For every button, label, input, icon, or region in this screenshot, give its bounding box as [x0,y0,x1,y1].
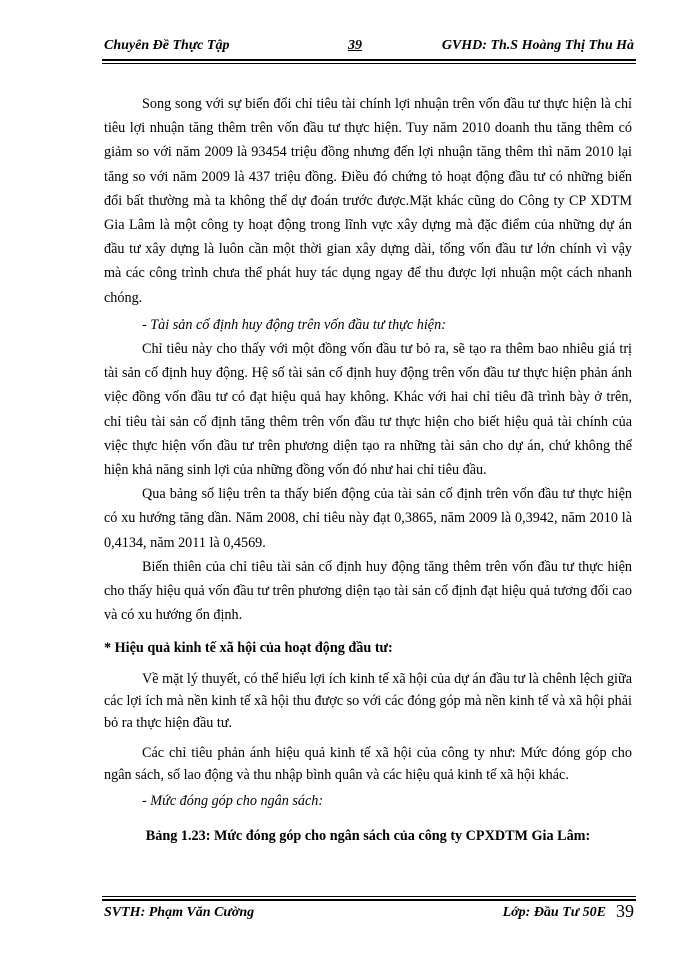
footer-student: SVTH: Phạm Văn Cường [104,905,255,920]
section-heading-socioeconomic: * Hiệu quả kinh tế xã hội của hoạt động đầu tư: [104,640,393,657]
paragraph-profit-increase: Song song với sự biến đổi chỉ tiêu tài chính lợi nhuận trên vốn đầu tư thực hiện là chỉ tiêu lợi nhuận tăng thêm trên vốn đầu tư thực hiện. Tuy năm 2010 doanh thu tăng thêm có giảm so với năm 2009 là 93454 triệu đồng nhưng đến lợi nhuận tăng thêm thì năm 2010 lại tăng so với năm 2009 là 437 triệu đồng. Điều đó chứng tỏ hoạt động đầu tư có những biến đổi bất thường mà ta không thể dự đoán trước được.Mặt khác cũng do Công ty CP XDTM Gia Lâm là một công ty hoạt động trong lĩnh vực xây dựng mà đặc điểm của những dự án đầu tư xây dựng là luôn cần một thời gian xây dựng dài, tổng vốn đầu tư lớn chính vì vậy mà các công trình chưa thể phát huy tác dụng ngay để thu được lợi nhuận một cách nhanh chóng. [104,96,632,306]
header-rule-thick [102,59,636,61]
subheading-budget-contribution: - Mức đóng góp cho ngân sách: [142,793,324,810]
page-footer [104,903,634,923]
header-page-number: 39 [348,38,362,53]
footer-class: Lớp: Đầu Tư 50E [502,905,606,920]
page-header [104,38,634,58]
paragraph-fixed-assets-variation: Biến thiên của chỉ tiêu tài sản cố định huy động tăng thêm trên vốn đầu tư thực hiện cho thấy hiệu quả vốn đầu tư trên phương diện tạo tài sản cố định đạt hiệu quả tương đối cao và có xu hướng ổn định. [104,558,632,624]
header-rule-thin [102,63,636,64]
header-advisor: GVHD: Th.S Hoàng Thị Thu Hà [441,38,634,53]
subheading-fixed-assets: - Tài sản cố định huy động trên vốn đầu tư thực hiện: [142,316,446,333]
page-body [104,92,632,848]
paragraph-fixed-assets-indicator: Chỉ tiêu này cho thấy với một đồng vốn đầu tư bỏ ra, sẽ tạo ra thêm bao nhiêu giá trị tài sản cố định huy động. Hệ số tài sản cố định huy động trên vốn đầu tư thực hiện phản ánh việc đồng vốn đầu tư có đạt hiệu quả hay không. Khác với hai chỉ tiêu đã trình bày ở trên, chỉ tiêu tài sản cố định tăng thêm trên vốn đầu tư thực hiện cho biết hiệu quả tài chính của việc thực hiện vốn đầu tư trên phương diện tạo ra những tài sản cho dự án, chứ không thể hiện khả năng sinh lợi của những đồng vốn đó như hai chỉ tiêu đầu. [104,341,632,479]
footer-page-number: 39 [616,901,634,921]
paragraph-socioeconomic-indicators: Các chỉ tiêu phản ánh hiệu quả kinh tế xã hội của công ty như: Mức đóng góp cho ngân sách, số lao động và thu nhập bình quân và các hiệu quả kinh tế xã hội khác. [104,745,632,784]
paragraph-fixed-assets-trend: Qua bảng số liệu trên ta thấy biến động của tài sản cố định trên vốn đầu tư thực hiện có xu hướng tăng dần. Năm 2008, chỉ tiêu này đạt 0,3865, năm 2009 là 0,3942, năm 2010 là 0,4134, năm 2011 là 0,4569. [104,486,632,551]
table-caption: Bảng 1.23: Mức đóng góp cho ngân sách của công ty CPXDTM Gia Lâm: [145,827,591,844]
footer-rule-thin [102,896,636,897]
footer-rule-thick [102,899,636,901]
header-topic: Chuyên Đề Thực Tập [104,38,230,53]
paragraph-socioeconomic-theory: Về mặt lý thuyết, có thể hiểu lợi ích kinh tế xã hội của dự án đầu tư là chênh lệch giữa các lợi ích mà nền kinh tế xã hội thu được so với các đóng góp mà nền kinh tế và xã hội phải bỏ ra thực hiện đầu tư. [104,671,632,732]
